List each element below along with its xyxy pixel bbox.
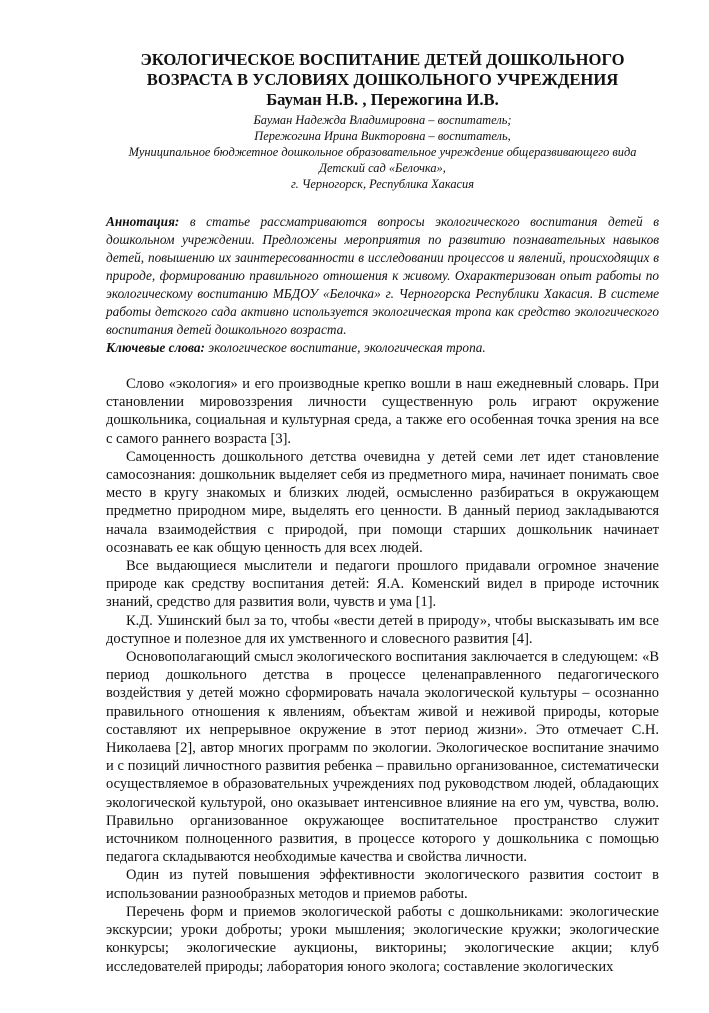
abstract-text: в статье рассматриваются вопросы экологического воспитания детей в дошкольном учреждении. Предложены мероприятия по развитию познавательных навыков детей, повышению их заинтересованности в исследовании процессов и явлений, происходящих в природе, формированию правильного отношения к живому. Охарактеризован опыт работы по экологическому воспитанию МБДОУ «Белочка» г. Черногорска Республики Хакасия. В системе работы детского сада активно используется экологическая тропа как средство экологического воспитания детей дошкольного возраста. [106, 214, 659, 337]
body-paragraph-4: К.Д. Ушинский был за то, чтобы «вести детей в природу», чтобы высказывать им все доступное и полезное для их умственного и словесного развития [4]. [106, 612, 659, 647]
article-title-line-2: ВОЗРАСТА В УСЛОВИЯХ ДОШКОЛЬНОГО УЧРЕЖДЕНИЯ [146, 70, 619, 89]
keywords-text: экологическое воспитание, экологическая тропа. [204, 340, 486, 355]
body-paragraph-2: Самоценность дошкольного детства очевидна у детей семи лет идет становление самосознания: дошкольник выделяет себя из предметного мира, начинает понимать свое место в кругу знакомых и близких людей, осмысленно разбираться в окружающем предметно природном мире, выделять его ценности. В данный период закладываются начала взаимодействия с природой, при помощи старших дошкольник начинает осознавать ее как общую ценность для всех людей. [106, 448, 659, 556]
body-paragraph-5: Основополагающий смысл экологического воспитания заключается в следующем: «В период дошкольного детства в процессе целенаправленного педагогического воздействия у детей можно сформировать начала экологической культуры – осознанно правильного отношения к явлениям, объектам живой и неживой природы, которые составляют их непрерывное окружение в этот период жизни». Это отмечает С.Н. Николаева [2], автор многих программ по экологии. Экологическое воспитание значимо и с позиций личностного развития ребенка – правильно организованное, систематически осуществляемое в образовательных учреждениях под руководством людей, обладающих экологической культурой, оно оказывает интенсивное влияние на его ум, чувства, волю. Правильно организованное окружающее воспитательное пространство служит источником полноценного развития, в процессе которого у дошкольника с помощью педагога складываются необходимые качества и свойства личности. [106, 649, 659, 866]
author-2-affiliation: Пережогина Ирина Викторовна – воспитатель, [254, 129, 511, 143]
city-location: г. Черногорск, Республика Хакасия [290, 177, 474, 191]
body-paragraph-3: Все выдающиеся мыслители и педагоги прошлого придавали огромное значение природе как средству воспитания детей: Я.А. Коменский видел в природе источник знаний, средство для развития воли, чувств и ума [1]. [106, 558, 659, 611]
kindergarten-name: Детский сад «Белочка», [319, 161, 446, 175]
author-1-affiliation: Бауман Надежда Владимировна – воспитатель; [253, 113, 512, 127]
body-paragraph-1: Слово «экология» и его производные крепко вошли в наш ежедневный словарь. При становлении мировоззрения личности существенную роль играют окружение дошкольника, социальная и культурная среда, а также его особенная точка зрения на все с самого раннего возраста [3]. [106, 376, 659, 447]
institution-name: Муниципальное бюджетное дошкольное образовательное учреждение общеразвивающего вида [128, 145, 637, 159]
article-title-line-1: ЭКОЛОГИЧЕСКОЕ ВОСПИТАНИЕ ДЕТЕЙ ДОШКОЛЬНОГО [140, 50, 625, 69]
keywords [106, 339, 659, 357]
body-paragraph-7: Перечень форм и приемов экологической работы с дошкольниками: экологические экскурсии; уроки доброты; уроки мышления; экологические кружки; экологические конкурсы; экологические аукционы, викторины; экологические акции; клуб исследователей природы; лаборатория юного эколога; составление экологических [106, 903, 659, 975]
abstract [106, 213, 659, 339]
authors-short: Бауман Н.В. , Пережогина И.В. [266, 90, 499, 109]
keywords-label: Ключевые слова: [106, 340, 205, 355]
article-body [106, 375, 659, 976]
body-paragraph-6: Один из путей повышения эффективности экологического развития состоит в использовании разнообразных методов и приемов работы. [106, 867, 659, 902]
abstract-label: Аннотация: [106, 214, 180, 229]
document-page [106, 50, 659, 976]
